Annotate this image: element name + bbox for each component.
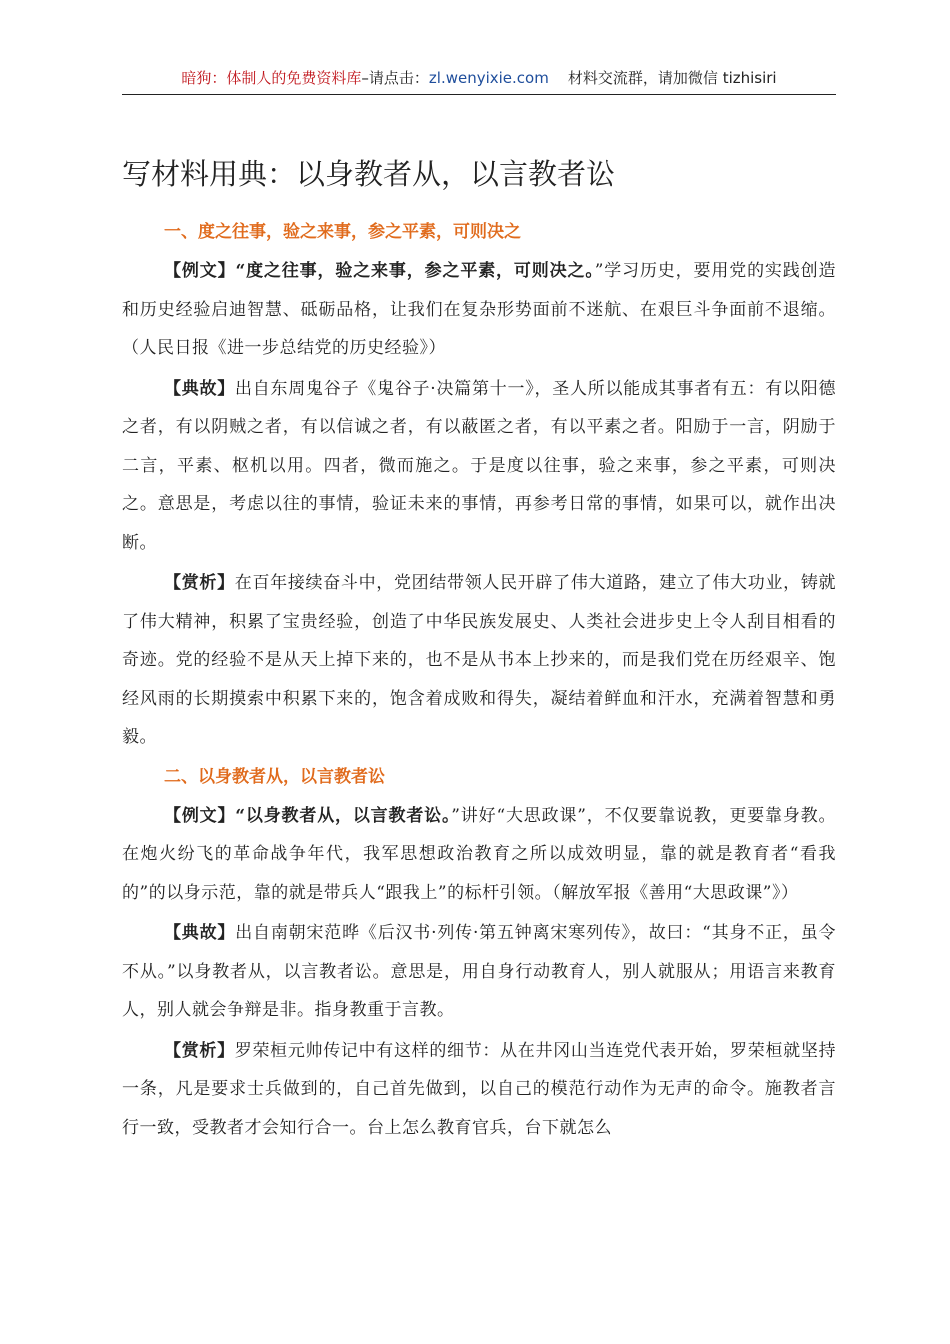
origin-paragraph xyxy=(122,914,836,1030)
analysis-text: 罗荣桓元帅传记中有这样的细节：从在井冈山当连党代表开始，罗荣桓就坚持一条，凡是要求士兵做到的，自己首先做到，以自己的模范行动作为无声的命令。施教者言行一致，受教者才会知行合一。台上怎么教育官兵，台下就怎么 xyxy=(122,1040,837,1138)
example-text: ”讲好“大思政课”，不仅要靠说教，更要靠身教。在炮火纷飞的革命战争年代，我军思想政治教育之所以成效明显，靠的就是教育者“看我的”的以身示范，靠的就是带兵人“跟我上”的标杆引领。（解放军报《善用“大思政课”》） xyxy=(122,805,836,903)
section-2 xyxy=(122,759,836,1148)
origin-paragraph xyxy=(122,370,836,563)
analysis-paragraph xyxy=(122,564,836,757)
example-paragraph xyxy=(122,797,836,913)
page-header xyxy=(122,66,836,95)
origin-tag: 【典故】 xyxy=(164,923,236,943)
origin-text: 出自东周鬼谷子《鬼谷子·决篇第十一》，圣人所以能成其事者有五：有以阳德之者，有以阴贼之者，有以信诚之者，有以蔽匿之者，有以平素之者。阳励于一言，阴励于二言，平素、枢机以用。四者，微而施之。于是度以往事，验之来事，参之平素，可则决之。意思是，考虑以往的事情，验证未来的事情，再参考日常的事情，如果可以，就作出决断。 xyxy=(122,378,837,553)
page-title: 写材料用典：以身教者从，以言教者讼 xyxy=(122,157,616,191)
header-contact: 材料交流群，请加微信 tizhisiri xyxy=(567,69,777,87)
origin-text: 出自南朝宋范晔《后汉书·列传·第五钟离宋寒列传》，故曰：“其身不正，虽令不从。”以身教者从，以言教者讼。意思是，用自身行动教育人，别人就服从；用语言来教育人，别人就会争辩是非。指身教重于言教。 xyxy=(122,923,837,1020)
analysis-paragraph xyxy=(122,1032,836,1148)
example-tag: 【例文】 xyxy=(164,261,236,281)
example-tag: 【例文】 xyxy=(164,805,236,826)
analysis-tag: 【赏析】 xyxy=(164,1040,235,1061)
header-click-prefix: –请点击： xyxy=(361,69,429,87)
section-1 xyxy=(122,214,836,757)
section-heading: 一、度之往事，验之来事，参之平素，可则决之 xyxy=(164,222,521,242)
header-site-name: 暗狗：体制人的免费资料库 xyxy=(181,69,362,87)
analysis-text: 在百年接续奋斗中，党团结带领人民开辟了伟大道路，建立了伟大功业，铸就了伟大精神，积累了宝贵经验，创造了中华民族发展史、人类社会进步史上令人刮目相看的奇迹。党的经验不是从天上掉下来的，也不是从书本上抄来的，而是我们党在历经艰辛、饱经风雨的长期摸索中积累下来的，饱含着成败和得失，凝结着鲜血和汗水，充满着智慧和勇毅。 xyxy=(122,573,837,747)
example-quote: “度之往事，验之来事，参之平素，可则决之。 xyxy=(235,261,595,281)
example-paragraph xyxy=(122,252,836,368)
header-url-link[interactable]: zl.wenyixie.com xyxy=(428,69,549,87)
document-body xyxy=(122,214,836,1149)
example-text: ”学习历史，要用党的实践创造和历史经验启迪智慧、砥砺品格，让我们在复杂形势面前不迷航、在艰巨斗争面前不退缩。（人民日报《进一步总结党的历史经验》） xyxy=(122,261,837,358)
section-heading: 二、以身教者从，以言教者讼 xyxy=(164,766,385,787)
analysis-tag: 【赏析】 xyxy=(164,573,235,593)
example-quote: “以身教者从，以言教者讼。 xyxy=(235,805,452,826)
origin-tag: 【典故】 xyxy=(164,378,236,399)
